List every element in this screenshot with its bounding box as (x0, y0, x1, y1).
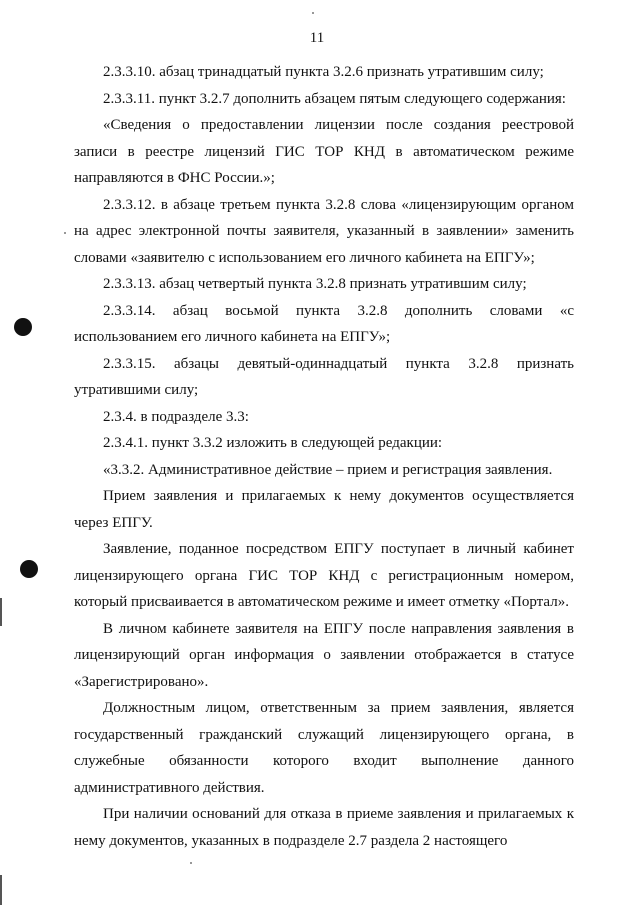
paragraph: 2.3.3.10. абзац тринадцатый пункта 3.2.6 признать утратившим силу; (103, 64, 544, 80)
paragraph: В личном кабинете заявителя на ЕПГУ после направления заявления в лицензирующий орган информация о заявлении отображается в статусе «Зарегистрировано». (74, 620, 574, 690)
paragraph: «Сведения о предоставлении лицензии после создания реестровой записи в реестре лицензий ГИС ТОР КНД в автоматическом режиме направляются в ФНС России.»; (74, 117, 574, 186)
paragraph: Прием заявления и прилагаемых к нему документов осуществляется через ЕПГУ. (74, 488, 574, 531)
paragraph: При наличии оснований для отказа в приеме заявления и прилагаемых к нему документов, указанных в подразделе 2.7 раздела 2 настоящего (74, 806, 574, 849)
scan-speck (190, 862, 192, 864)
punch-hole-mark (20, 560, 38, 578)
scan-speck (312, 12, 314, 14)
paragraph: «3.3.2. Административное действие – прием и регистрация заявления. (103, 461, 553, 478)
paragraph: 2.3.4.1. пункт 3.3.2 изложить в следующей редакции: (103, 435, 443, 451)
paragraph: 2.3.3.14. абзац восьмой пункта 3.2.8 дополнить словами «с использованием его личного кабинета на ЕПГУ»; (74, 302, 574, 345)
scan-edge-mark (0, 875, 2, 905)
document-body (74, 59, 574, 854)
punch-hole-mark (14, 318, 32, 336)
paragraph: 2.3.3.12. в абзаце третьем пункта 3.2.8 слова «лицензирующим органом на адрес электронной почты заявителя, указанный в заявлении» заменить словами «заявителю с использованием его личного кабинета на ЕПГУ»; (74, 196, 574, 266)
paragraph: Заявление, поданное посредством ЕПГУ поступает в личный кабинет лицензирующего органа ГИС ТОР КНД с регистрационным номером, который присваивается в автоматическом режиме и имеет отметку «Портал». (74, 541, 574, 610)
paragraph: 2.3.3.11. пункт 3.2.7 дополнить абзацем пятым следующего содержания: (103, 90, 566, 107)
paragraph: 2.3.3.13. абзац четвертый пункта 3.2.8 признать утратившим силу; (103, 276, 527, 292)
paragraph: 2.3.3.15. абзацы девятый-одиннадцатый пункта 3.2.8 признать утратившими силу; (74, 355, 574, 398)
page-number: 11 (309, 30, 325, 46)
scan-speck (64, 232, 66, 234)
paragraph: 2.3.4. в подразделе 3.3: (103, 408, 249, 425)
paragraph: Должностным лицом, ответственным за прием заявления, является государственный гражданский служащий лицензирующего органа, в служебные обязанности которого входит выполнение данного административного действия. (74, 700, 574, 796)
scan-edge-mark (0, 598, 2, 626)
